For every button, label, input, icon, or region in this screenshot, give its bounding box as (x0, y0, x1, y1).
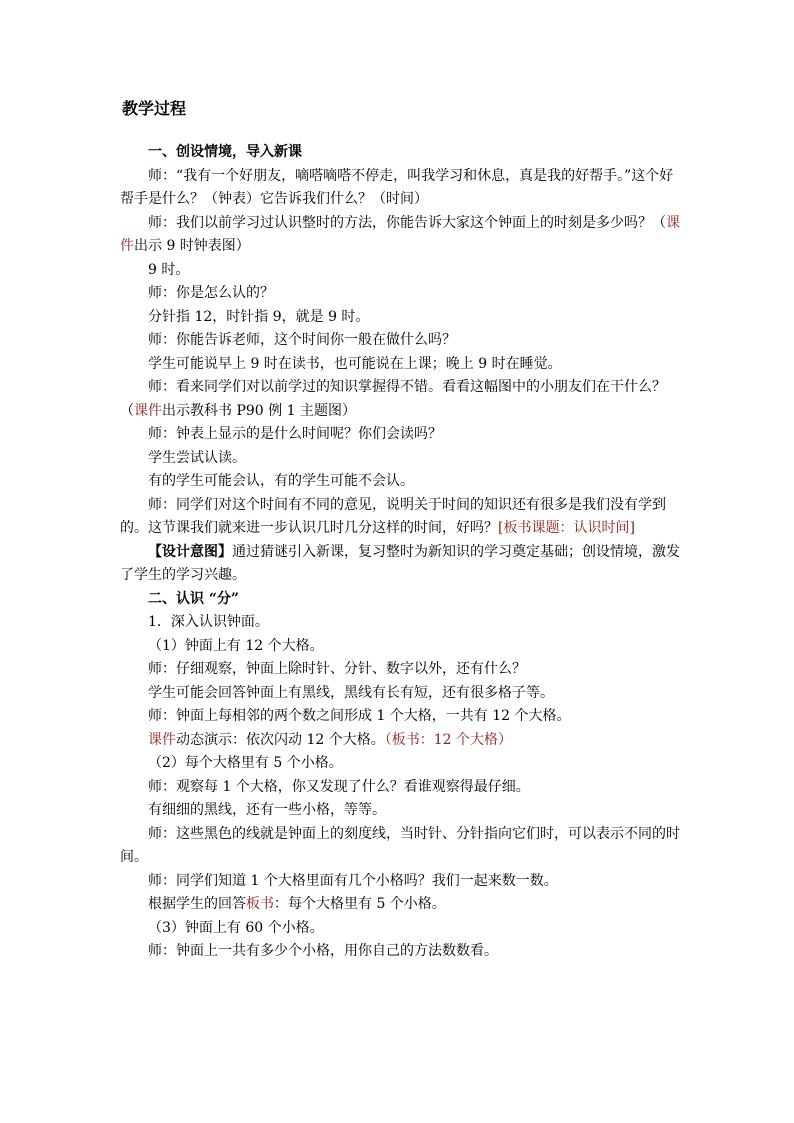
text-span: ：每个大格里有 5 个小格。 (274, 896, 446, 912)
paragraph: 师：“我有一个好朋友，嘀嗒嘀嗒不停走，叫我学习和休息，真是我的好帮手。”这个好帮手是什么？（钟表）它告诉我们什么？（时间） (120, 167, 674, 207)
board-note: [板书课题：认识时间] (498, 520, 635, 536)
paragraph (120, 376, 680, 423)
paragraph: 师：你是怎么认的？ (148, 285, 274, 301)
section-heading-2: 二、认识 “分” (148, 590, 239, 607)
text-span: 出示教科书 P90 例 1 主题图） (162, 402, 356, 419)
paragraph (120, 893, 680, 917)
paragraph: 学生可能说早上 9 时在读书，也可能说在上课；晚上 9 时在睡觉。 (148, 355, 562, 372)
courseware-label: 课件 (134, 402, 162, 419)
paragraph: 有的学生可能会认，有的学生可能不会认。 (148, 473, 414, 489)
text-span: 师：我们以前学习过认识整时的方法，你能告诉大家这个钟面上的时刻是多少吗？（ (148, 214, 666, 231)
paragraph (120, 729, 680, 753)
paragraph: 学生尝试认读。 (148, 449, 246, 466)
text-span: 动态演示：依次闪动 12 个大格。 (176, 731, 385, 748)
paragraph: （3）钟面上有 60 个小格。 (148, 919, 324, 936)
paragraph: 分针指 12，时针指 9，就是 9 时。 (148, 308, 370, 325)
text-span: 师：看来同学们对以前学过的知识掌握得不错。看看这幅图中的小朋友们在干什么？（ (120, 379, 666, 419)
text-span: 出示 9 时钟表图） (134, 238, 250, 254)
paragraph (120, 212, 680, 259)
paragraph: 学生可能会回答钟面上有黑线，黑线有长有短，还有很多格子等。 (148, 684, 554, 701)
paragraph: 有细细的黑线，还有一些小格，等等。 (148, 802, 386, 818)
page-title: 教学过程 (122, 99, 187, 118)
section-heading-1: 一、创设情境，导入新课 (148, 144, 302, 160)
paragraph: （2）每个大格里有 5 个小格。 (148, 755, 343, 771)
paragraph: 1．深入认识钟面。 (148, 614, 269, 630)
paragraph: （1）钟面上有 12 个大格。 (148, 637, 324, 654)
paragraph: 师：你能告诉老师，这个时间你一般在做什么吗？ (148, 332, 456, 348)
board-note: 板书 (246, 896, 274, 912)
text-span: 师：同学们对这个时间有不同的意见，说明关于时间的知识还有很多是我们没有学到的。这节课我们就来进一步认识几时几分这样的时间，好吗？ (120, 496, 666, 536)
paragraph: 师：钟表上显示的是什么时间呢？你们会读吗？ (148, 426, 442, 442)
paragraph: 师：钟面上每相邻的两个数之间形成 1 个大格，一共有 12 个大格。 (148, 708, 571, 724)
paragraph: 9 时。 (148, 261, 190, 278)
design-intent-text: 通过猜谜引入新课，复习整时为新知识的学习奠定基础；创设情境，激发了学生的学习兴趣。 (120, 543, 680, 583)
paragraph: 师：这些黑色的线就是钟面上的刻度线，当时针、分针指向它们时，可以表示不同的时间。 (120, 825, 680, 865)
design-intent-label: 【设计意图】 (148, 543, 232, 560)
courseware-label: 课件 (148, 731, 176, 748)
design-intent (120, 541, 680, 588)
courseware-label: 课件 (120, 214, 680, 254)
text-span: 根据学生的回答 (148, 896, 246, 912)
board-note: （板书：12 个大格） (384, 731, 512, 748)
paragraph: 师：仔细观察，钟面上除时针、分针、数字以外，还有什么？ (148, 661, 526, 677)
paragraph: 师：观察每 1 个大格，你又发现了什么？看谁观察得最仔细。 (148, 778, 530, 795)
document-body (120, 96, 680, 964)
paragraph: 师：钟面上一共有多少个小格，用你自己的方法数数看。 (148, 943, 498, 959)
paragraph: 师：同学们知道 1 个大格里面有几个小格吗？我们一起来数一数。 (148, 872, 558, 889)
paragraph (120, 494, 680, 541)
